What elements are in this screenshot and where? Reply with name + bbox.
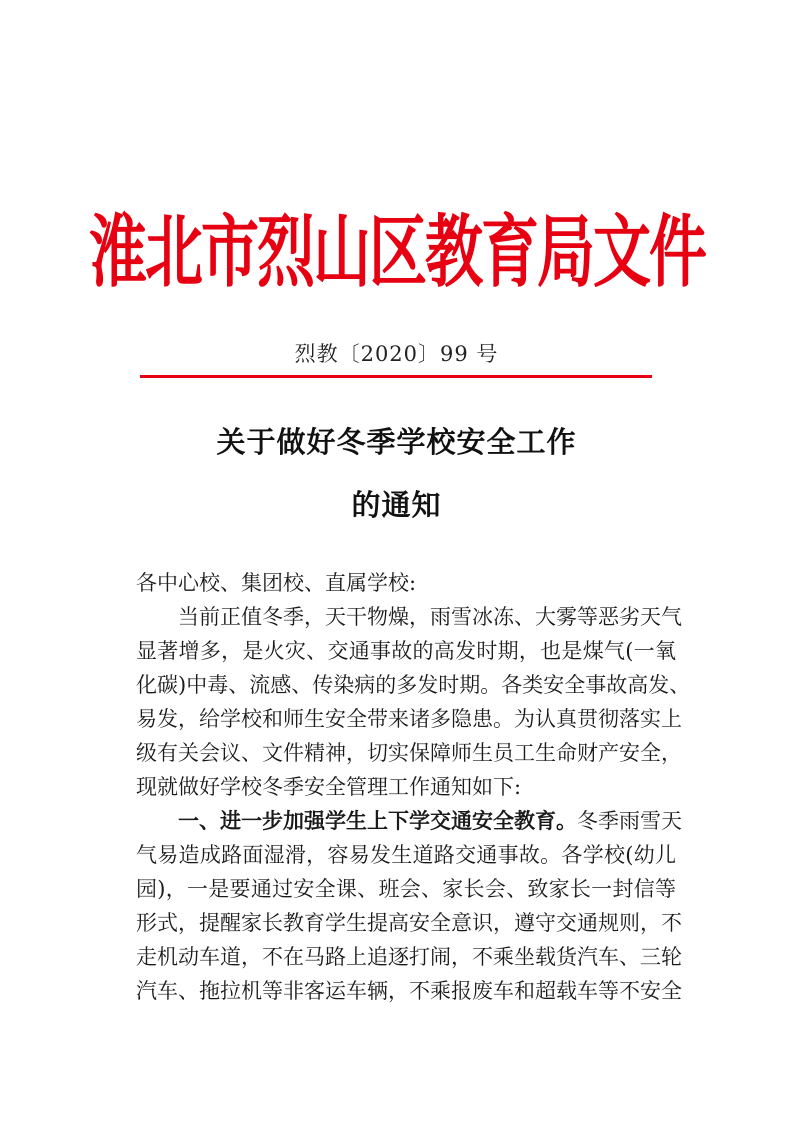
paragraph-line: 化碳)中毒、流感、传染病的多发时期。各类安全事故高发、	[136, 673, 691, 697]
paragraph-line: 显著增多，是火灾、交通事故的高发时期，也是煤气(一氧	[136, 639, 676, 663]
paragraph-line: 园)，一是要通过安全课、班会、家长会、致家长一封信等	[136, 877, 676, 901]
paragraph-line: 级有关会议、文件精神，切实保障师生员工生命财产安全，	[136, 741, 682, 765]
section-1-first-line	[136, 804, 682, 838]
paragraph-line: 气易造成路面湿滑，容易发生道路交通事故。各学校(幼儿	[136, 843, 676, 867]
notice-title-line-2: 的通知	[351, 488, 442, 522]
notice-body	[136, 566, 691, 1008]
notice-title-line-1: 关于做好冬季学校安全工作	[216, 425, 577, 459]
issuer-title: 淮北市烈山区教育局文件	[89, 205, 706, 298]
paragraph-line: 当前正值冬季，天干物燥，雨雪冰冻、大雾等恶劣天气	[178, 605, 682, 629]
paragraph-line: 走机动车道，不在马路上追逐打闹，不乘坐载货汽车、三轮	[136, 945, 682, 969]
paragraph-line: 汽车、拖拉机等非客运车辆，不乘报废车和超载车等不安全	[136, 979, 682, 1003]
section-1-heading: 一、进一步加强学生上下学交通安全教育。	[178, 808, 577, 833]
paragraph-line: 易发，给学校和师生安全带来诸多隐患。为认真贯彻落实上	[136, 707, 682, 731]
section-1-first-line-rest: 冬季雨雪天	[577, 809, 682, 833]
red-divider-line	[140, 375, 652, 378]
salutation: 各中心校、集团校、直属学校:	[136, 571, 417, 595]
paragraph-line: 现就做好学校冬季安全管理工作通知如下:	[136, 775, 522, 799]
paragraph-line: 形式，提醒家长教育学生提高安全意识，遵守交通规则，不	[136, 911, 682, 935]
document-number: 烈教〔2020〕99 号	[294, 342, 499, 366]
